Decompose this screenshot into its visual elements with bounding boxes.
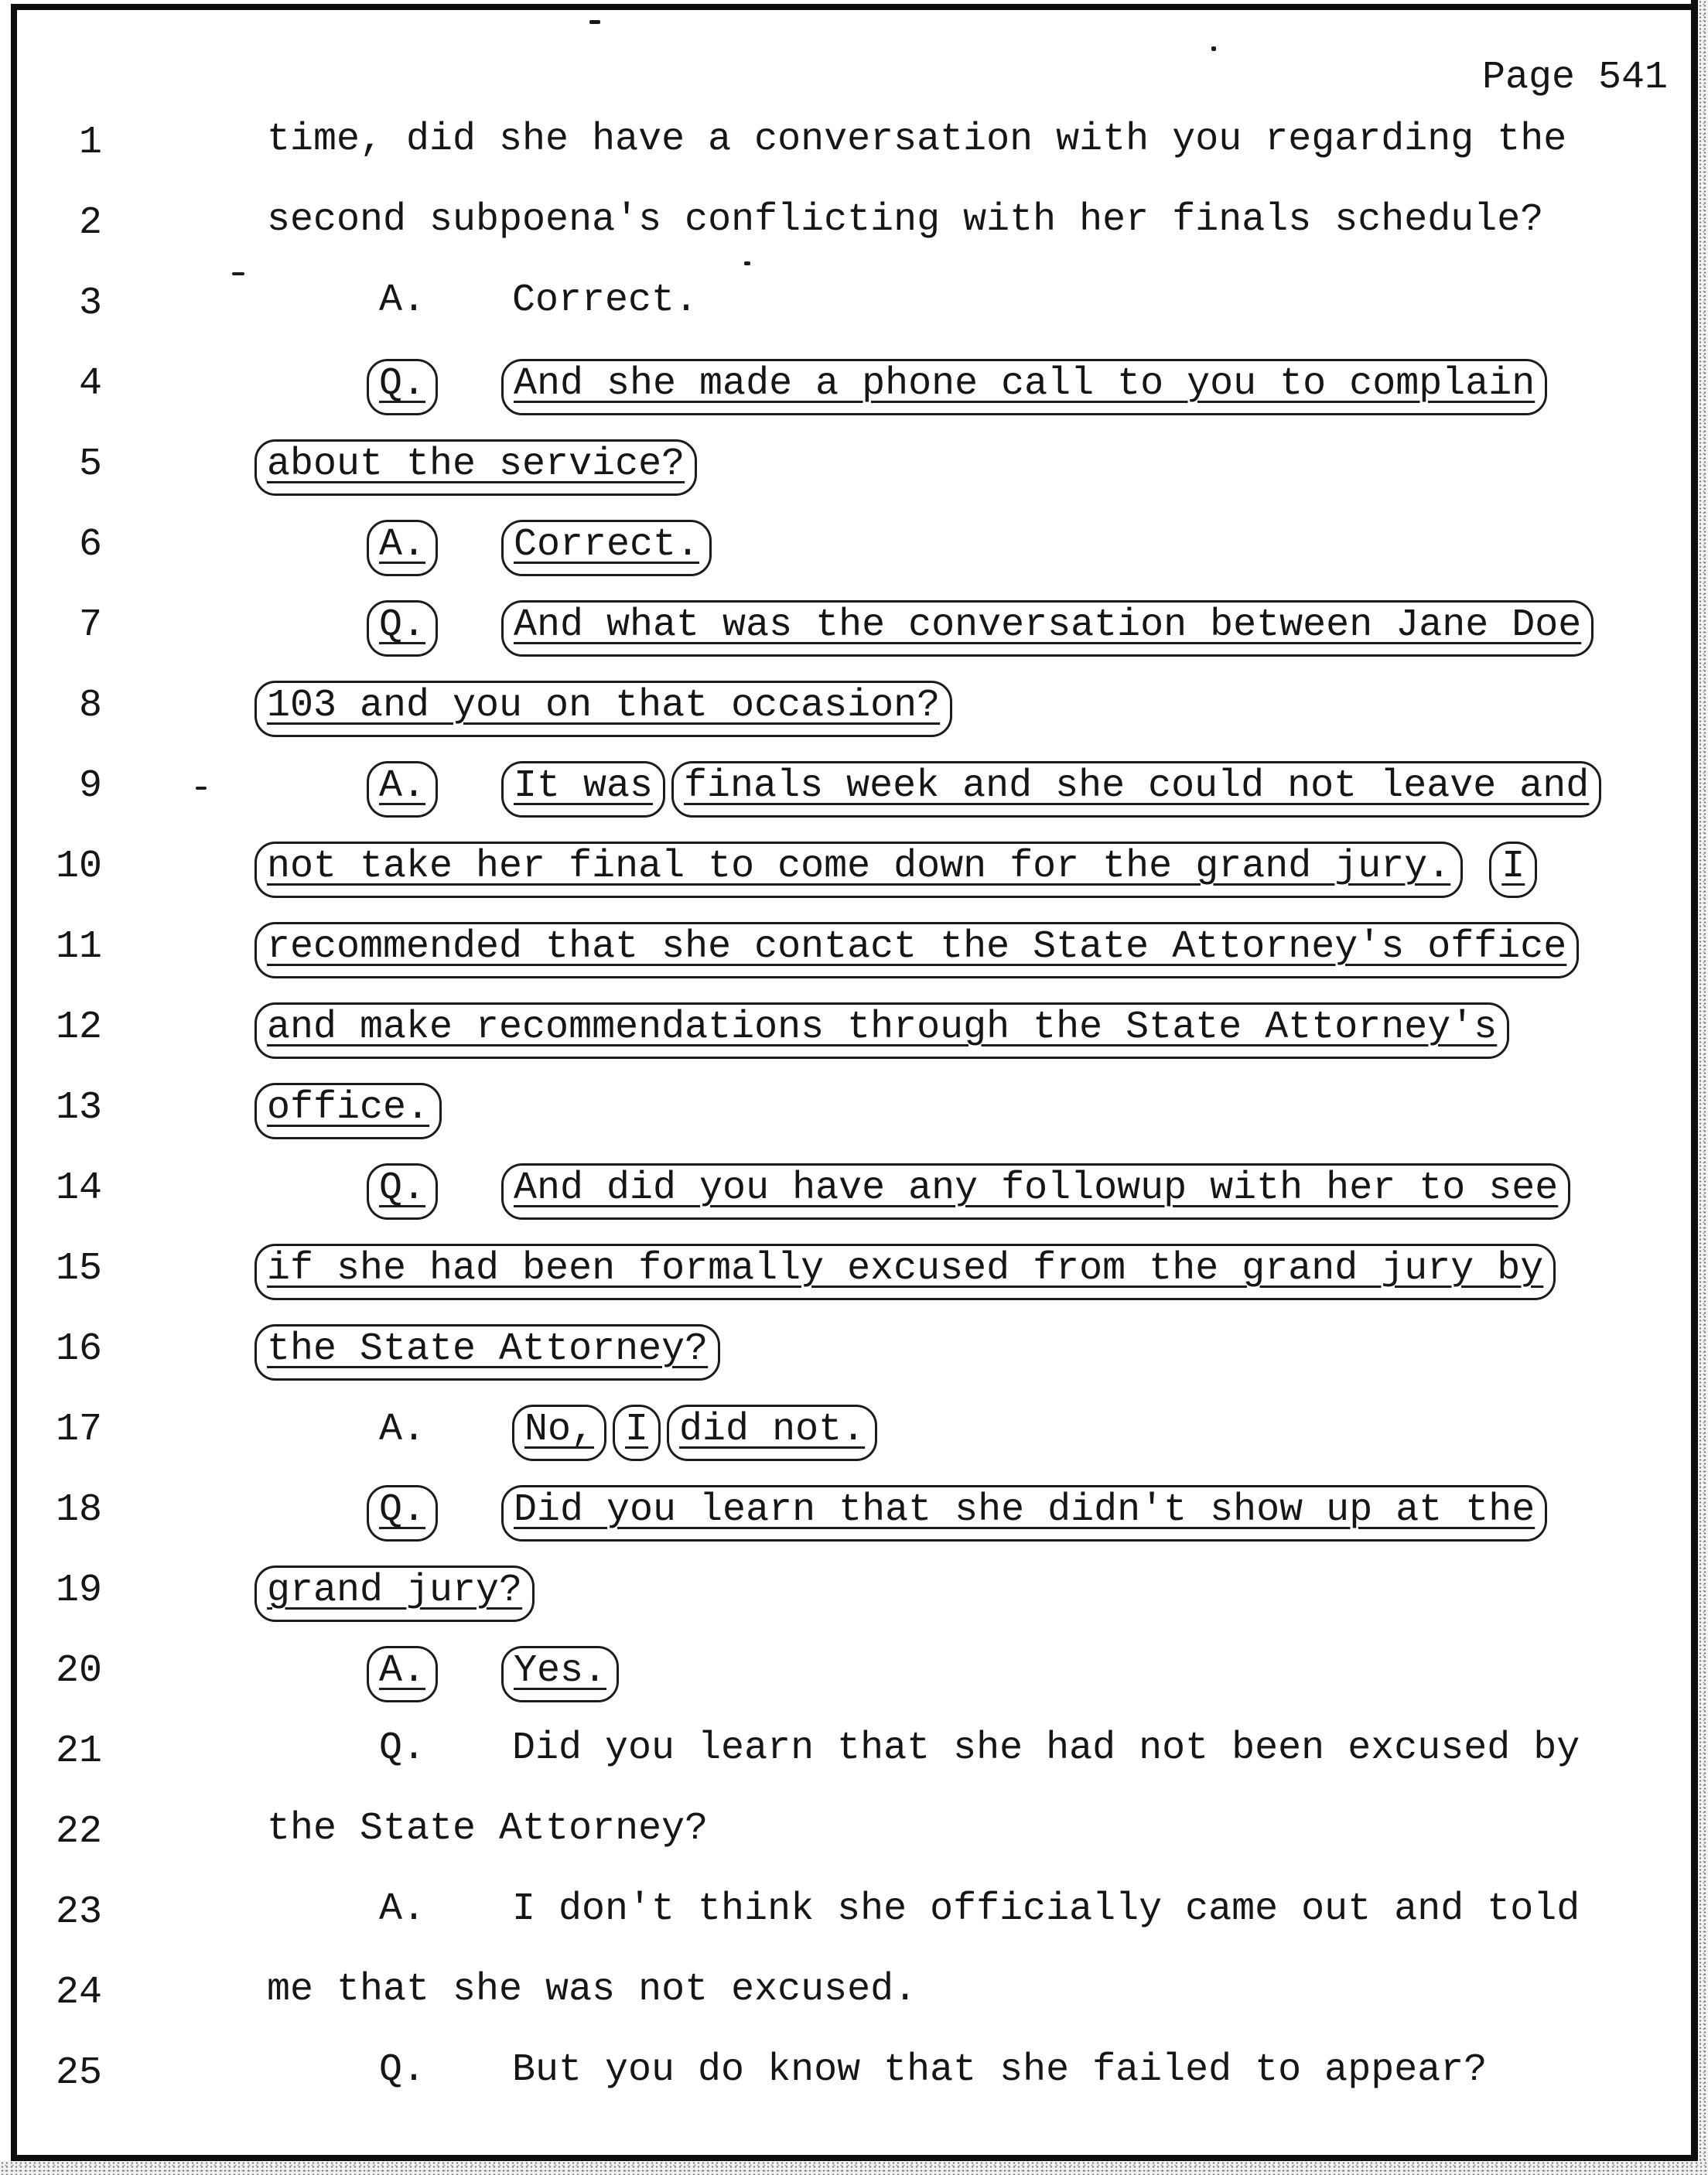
transcript-line [0,198,1662,243]
line-number: 22 [55,1810,102,1854]
line-text: Correct. [501,520,712,576]
line-text: the State Attorney? [254,1324,720,1381]
qa-marker: A. [379,278,426,323]
transcript-line [0,600,1662,657]
line-number: 13 [55,1086,102,1130]
qa-marker: Q. [379,1726,426,1770]
line-number: 24 [55,1971,102,2015]
qa-marker: Q. [367,1485,438,1542]
line-number: 5 [78,442,102,487]
transcript-line [0,922,1662,978]
transcript-line [0,1485,1662,1542]
line-text: And did you have any followup with her to see [501,1163,1570,1220]
line-text: And she made a phone call to you to complain [501,359,1547,415]
transcript-line [0,2048,1662,2093]
line-number: 17 [55,1408,102,1452]
line-text: second subpoena's conflicting with her finals schedule? [267,198,1544,242]
transcript-line [0,842,1662,898]
qa-marker: A. [367,761,438,818]
qa-marker: Q. [367,1163,438,1220]
line-text: not take her final to come down for the grand jury. [254,842,1463,898]
line-text: if she had been formally excused from the grand jury by [254,1244,1556,1300]
line-text: I [613,1405,661,1461]
line-number: 11 [55,925,102,969]
transcript-line [0,359,1662,415]
line-number: 6 [78,523,102,567]
line-text: Did you learn that she had not been excused by [512,1726,1580,1770]
line-text: Yes. [501,1646,619,1702]
qa-marker: A. [367,520,438,576]
line-text: But you do know that she failed to appear? [512,2048,1488,2092]
page-number-label: Page 541 [1482,56,1669,100]
line-number: 20 [55,1649,102,1693]
qa-marker: A. [367,1646,438,1702]
line-text: finals week and she could not leave and [671,761,1601,818]
line-text: It was [501,761,665,818]
line-number: 16 [55,1327,102,1371]
transcript-line [0,1405,1662,1461]
line-text: about the service? [254,439,697,496]
line-text: did not. [667,1405,877,1461]
transcript-line [0,1646,1662,1702]
line-number: 14 [55,1166,102,1210]
transcript-line [0,1002,1662,1059]
transcript-line [0,1163,1662,1220]
line-number: 4 [78,362,102,406]
transcript-line [0,278,1662,326]
line-number: 19 [55,1569,102,1613]
line-text: grand jury? [254,1566,535,1622]
transcript-line [0,1244,1662,1300]
line-text: I don't think she officially came out and told [512,1887,1580,1931]
qa-marker: Q. [367,600,438,657]
transcript-line [0,681,1662,737]
line-text: and make recommendations through the State Attorney's [254,1002,1509,1059]
transcript-line [0,1566,1662,1622]
line-text: 103 and you on that occasion? [254,681,952,737]
line-text: me that she was not excused. [267,1968,917,2012]
line-number: 15 [55,1247,102,1291]
transcript-line [0,520,1662,576]
transcript-line [0,1726,1662,1774]
line-number: 10 [55,845,102,889]
transcript-line [0,1968,1662,2013]
line-text: office. [254,1083,442,1139]
line-number: 18 [55,1488,102,1532]
qa-marker: A. [379,1408,426,1452]
line-number: 21 [55,1729,102,1774]
line-text: And what was the conversation between Jane Doe [501,600,1594,657]
line-number: 7 [78,603,102,647]
line-text: the State Attorney? [267,1807,709,1851]
transcript-line [0,761,1662,818]
transcript-line [0,1887,1662,1932]
line-text: Correct. [512,278,699,323]
transcript-line [0,1324,1662,1381]
line-number: 25 [55,2051,102,2095]
line-number: 9 [78,764,102,808]
qa-marker: Q. [379,2048,426,2092]
line-number: 3 [78,282,102,326]
line-text: recommended that she contact the State Attorney's office [254,922,1579,978]
line-number: 12 [55,1006,102,1050]
line-text: Did you learn that she didn't show up at the [501,1485,1547,1542]
line-number: 23 [55,1890,102,1934]
line-text: I [1489,842,1537,898]
qa-marker: A. [379,1887,426,1931]
transcript-line [0,1807,1662,1852]
line-text: time, did she have a conversation with you regarding the [267,118,1567,162]
line-number: 2 [78,201,102,245]
qa-marker: Q. [367,359,438,415]
line-number: 8 [78,684,102,728]
line-text: No, [512,1405,606,1461]
line-number: 1 [78,121,102,165]
transcript-line [0,118,1662,165]
transcript-line [0,439,1662,496]
transcript-line [0,1083,1662,1139]
